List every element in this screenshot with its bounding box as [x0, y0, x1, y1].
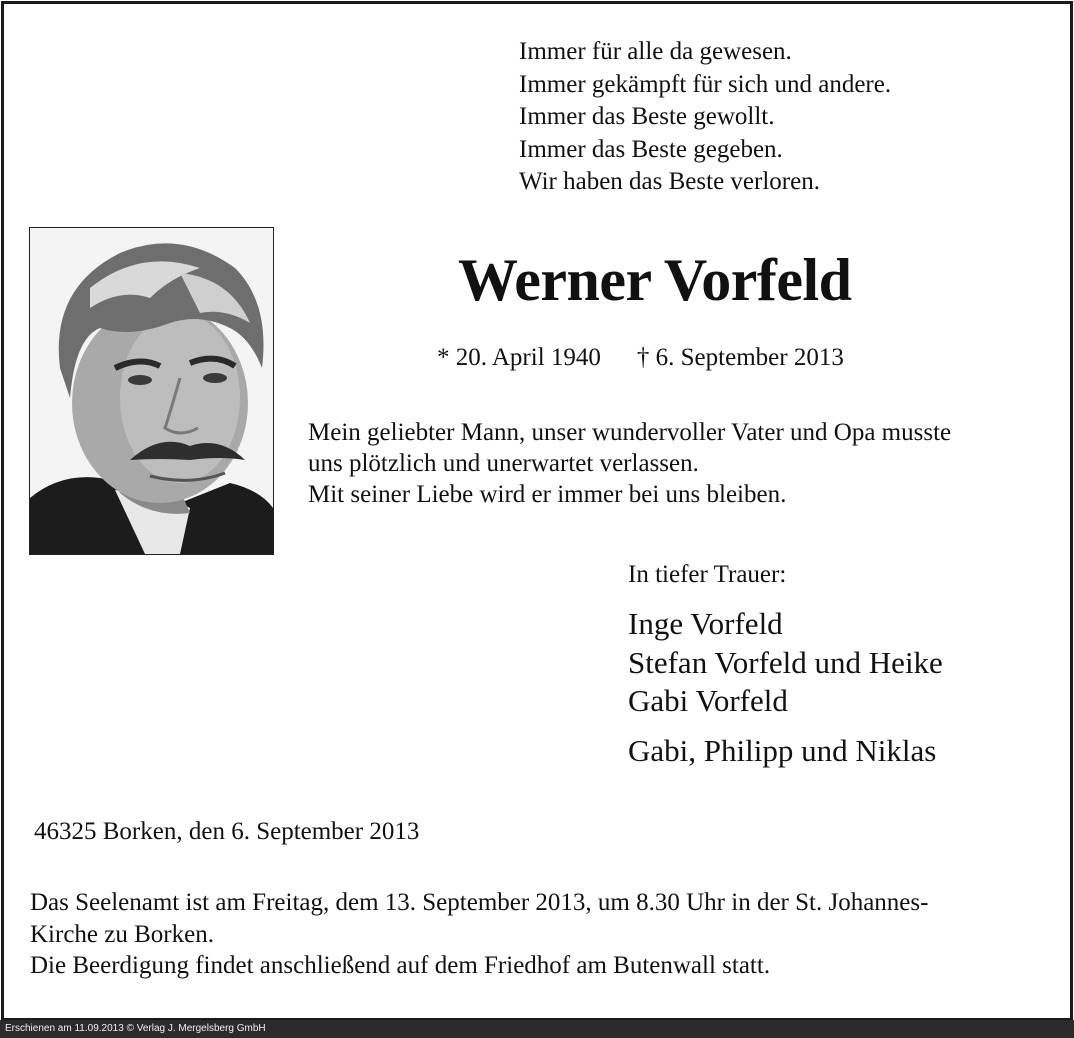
poem-line: Immer für alle da gewesen. [519, 38, 792, 65]
service-line: Kirche zu Borken. [30, 920, 214, 948]
mourner-name: Inge Vorfeld [628, 606, 783, 641]
message-line: Mein geliebter Mann, unser wundervoller Vater und Opa musste [308, 419, 952, 446]
grandchildren-names: Gabi, Philipp und Niklas [628, 733, 937, 768]
mourner-name: Gabi Vorfeld [628, 683, 788, 718]
service-line: Das Seelenamt ist am Freitag, dem 13. September 2013, um 8.30 Uhr in der St. Johannes- [30, 889, 929, 916]
service-details [30, 887, 928, 982]
death-date: † 6. September 2013 [636, 344, 844, 371]
poem-line: Immer das Beste gegeben. [519, 135, 783, 163]
poem-line: Wir haben das Beste verloren. [519, 168, 820, 195]
life-dates [437, 344, 844, 372]
poem-line: Immer gekämpft für sich und andere. [519, 70, 892, 98]
mourning-label: In tiefer Trauer: [628, 561, 787, 588]
footer-text: Erschienen am 11.09.2013 © Verlag J. Mergelsberg GmbH [5, 1023, 266, 1034]
deceased-name: Werner Vorfeld [458, 247, 852, 313]
birth-date: * 20. April 1940 [437, 344, 601, 371]
message-line: uns plötzlich und unerwartet verlassen. [308, 450, 699, 477]
memorial-poem [519, 36, 891, 199]
publication-footer [0, 1020, 1074, 1038]
service-line: Die Beerdigung findet anschließend auf dem Friedhof am Butenwall statt. [30, 952, 771, 979]
poem-line: Immer das Beste gewollt. [519, 103, 775, 130]
message-line: Mit seiner Liebe wird er immer bei uns bleiben. [308, 481, 787, 508]
portrait-photo [29, 227, 274, 555]
portrait-image [30, 228, 273, 554]
place-and-date: 46325 Borken, den 6. September 2013 [34, 818, 420, 845]
mourner-list [628, 605, 943, 721]
mourner-name: Stefan Vorfeld und Heike [628, 644, 943, 680]
farewell-message [308, 417, 951, 510]
